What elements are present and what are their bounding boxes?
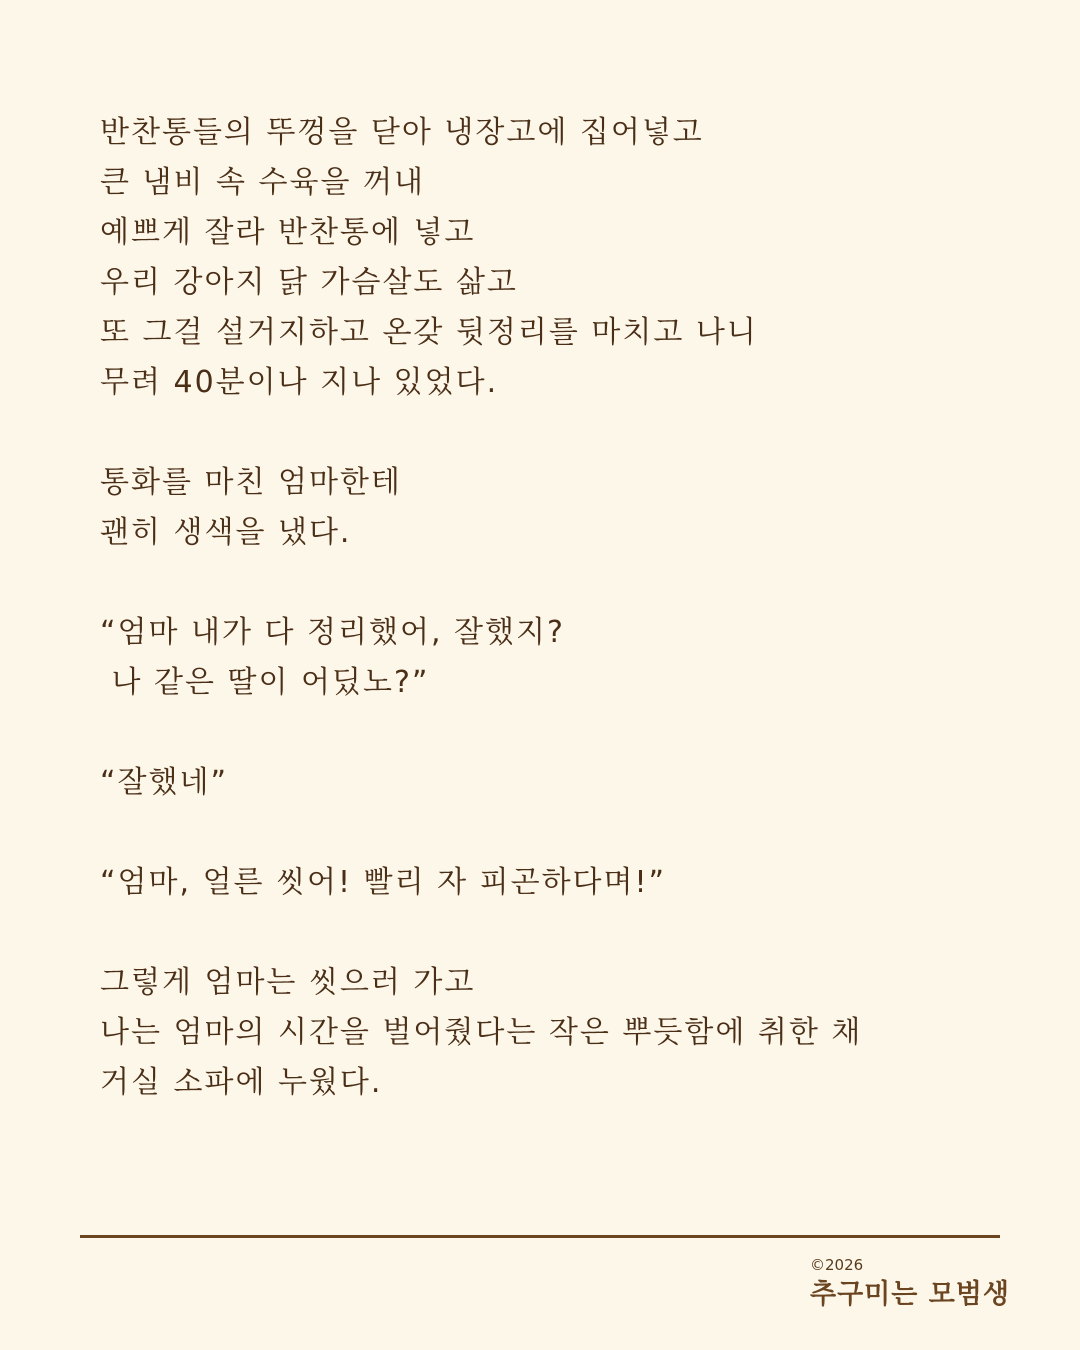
story-line: 나는 엄마의 시간을 벌어줬다는 작은 뿌듯함에 취한 채 [100, 1015, 863, 1050]
story-line: 통화를 마친 엄마한테 [100, 465, 402, 500]
story-line: 거실 소파에 누웠다. [100, 1065, 383, 1100]
blank-line [100, 908, 1000, 958]
dialogue-line: “엄마 내가 다 정리했어, 잘했지? [100, 615, 565, 650]
author-signature: 추구미는 모범생 [810, 1279, 1010, 1310]
story-line: 예쁘게 잘라 반찬통에 넣고 [100, 215, 476, 250]
story-line: 무려 40분이나 지나 있었다. [100, 365, 499, 400]
story-line: 괜히 생색을 냈다. [100, 515, 352, 550]
dialogue-line: “잘했네” [100, 765, 229, 800]
blank-line [100, 408, 1000, 458]
story-line: 우리 강아지 닭 가슴살도 삶고 [100, 265, 518, 300]
story-line: 그렇게 엄마는 씻으러 가고 [100, 965, 476, 1000]
footer-divider [80, 1235, 1000, 1238]
story-line: 반찬통들의 뚜껑을 닫아 냉장고에 집어넣고 [100, 115, 704, 150]
blank-line [100, 708, 1000, 758]
blank-line [100, 808, 1000, 858]
dialogue-line: 나 같은 딸이 어딨노?” [100, 665, 430, 700]
story-line: 또 그걸 설거지하고 온갖 뒷정리를 마치고 나니 [100, 315, 758, 350]
story-line: 큰 냄비 속 수육을 꺼내 [100, 165, 425, 200]
dialogue-line: “엄마, 얼른 씻어! 빨리 자 피곤하다며!” [100, 865, 667, 900]
blank-line [100, 558, 1000, 608]
copyright-text: ©2026 [810, 1256, 864, 1274]
story-text [100, 108, 1000, 1108]
